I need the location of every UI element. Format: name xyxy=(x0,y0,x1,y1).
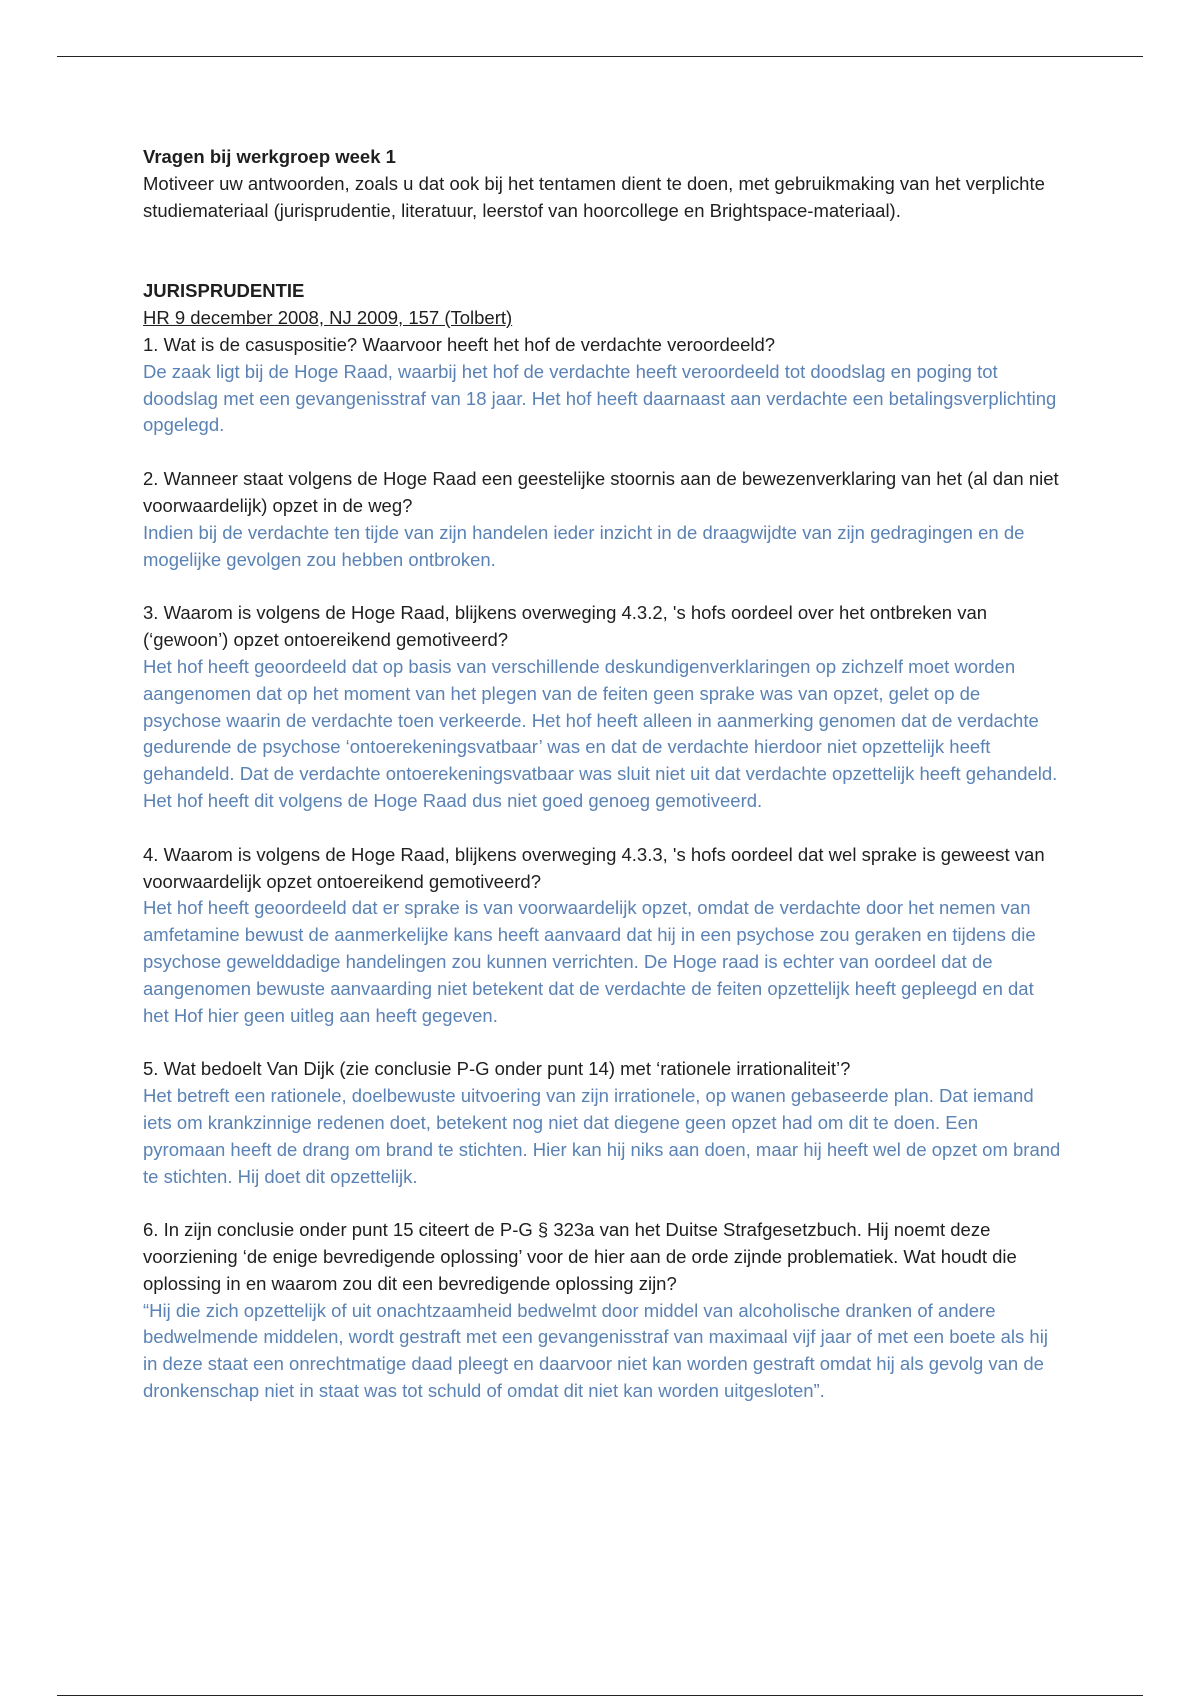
instructions: Motiveer uw antwoorden, zoals u dat ook bij het tentamen dient te doen, met gebruikmaking van het verplichte studiemateriaal (jurisprudentie, literatuur, leerstof van hoorcollege en Brightspace-materiaal). xyxy=(143,172,1045,221)
spacer xyxy=(143,224,1063,278)
section-heading: JURISPRUDENTIE xyxy=(143,280,305,302)
footer-rule xyxy=(57,1695,1143,1696)
spacer xyxy=(143,815,1063,842)
answer-text: Het hof heeft geoordeeld dat er sprake is van voorwaardelijk opzet, omdat de verdachte door het nemen van amfetamine bewust de aanmerkelijke kans heeft aanvaard dat hij in een psychose zou geraken en tijdens die psychose gewelddadige handelingen zou kunnen verrichten. De Hoge raad is echter van oordeel dat de aangenomen bewuste aanvaarding niet betekent dat de verdachte de feiten opzettelijk heeft gepleegd en dat het Hof hier geen uitleg aan heeft gegeven. xyxy=(143,897,1036,1026)
question-block xyxy=(143,1056,1063,1190)
question-block xyxy=(143,332,1063,439)
answer-text: Indien bij de verdachte ten tijde van zijn handelen ieder inzicht in de draagwijdte van zijn gedragingen en de mogelijke gevolgen zou hebben ontbroken. xyxy=(143,521,1025,570)
document-title: Vragen bij werkgroep week 1 xyxy=(143,146,396,167)
case-reference: HR 9 december 2008, NJ 2009, 157 (Tolbert) xyxy=(143,307,513,329)
answer-text: Het betreft een rationele, doelbewuste uitvoering van zijn irrationele, op wanen gebaseerde plan. Dat iemand iets om krankzinnige redenen doet, betekent nog niet dat diegene geen opzet had om dit te doen. Een pyromaan heeft de drang om brand te stichten. Hier kan hij niks aan doen, maar hij heeft wel de opzet om brand te stichten. Hij doet dit opzettelijk. xyxy=(143,1085,1061,1187)
answer-text: Het hof heeft geoordeeld dat op basis van verschillende deskundigenverklaringen op zichzelf moet worden aangenomen dat op het moment van het plegen van de feiten geen sprake was van opzet, gelet op de psychose waarin de verdachte toen verkeerde. Het hof heeft alleen in aanmerking genomen dat de verdachte gedurende de psychose ‘ontoerekeningsvatbaar’ was en dat de verdachte hierdoor niet opzettelijk heeft gehandeld. Dat de verdachte ontoerekeningsvatbaar was sluit niet uit dat verdachte opzettelijk heeft gehandeld. Het hof heeft dit volgens de Hoge Raad dus niet goed genoeg gemotiveerd. xyxy=(143,655,1058,811)
question-text: 1. Wat is de casuspositie? Waarvoor heeft het hof de verdachte veroordeeld? xyxy=(143,333,776,355)
spacer xyxy=(143,573,1063,600)
header-rule xyxy=(57,56,1143,57)
question-text: 4. Waarom is volgens de Hoge Raad, blijkens overweging 4.3.3, 's hofs oordeel dat wel sprake is geweest van voorwaardelijk opzet ontoereikend gemotiveerd? xyxy=(143,843,1045,892)
question-text: 3. Waarom is volgens de Hoge Raad, blijkens overweging 4.3.2, 's hofs oordeel over het ontbreken van (‘gewoon’) opzet ontoereikend gemotiveerd? xyxy=(143,602,988,651)
question-block xyxy=(143,466,1063,573)
question-text: 6. In zijn conclusie onder punt 15 citeert de P-G § 323a van het Duitse Strafgesetzbuch. Hij noemt deze voorziening ‘de enige bevredigende oplossing’ voor de hier aan de orde zijnde problematiek. Wat houdt die oplossing in en waarom zou dit een bevredigende oplossing zijn? xyxy=(143,1219,1017,1294)
answer-text: “Hij die zich opzettelijk of uit onachtzaamheid bedwelmt door middel van alcoholische dranken of andere bedwelmende middelen, wordt gestraft met een gevangenisstraf van maximaal vijf jaar of met een boete als hij in deze staat een onrechtmatige daad pleegt en daarvoor niet kan worden gestraft omdat hij als gevolg van de dronkenschap niet in staat was tot schuld of omdat dit niet kan worden uitgesloten”. xyxy=(143,1299,1048,1402)
question-block xyxy=(143,1217,1063,1405)
spacer xyxy=(143,1029,1063,1056)
question-block xyxy=(143,600,1063,814)
answer-text: De zaak ligt bij de Hoge Raad, waarbij het hof de verdachte heeft veroordeeld tot doodslag en poging tot doodslag met een gevangenisstraf van 18 jaar. Het hof heeft daarnaast aan verdachte een betalingsverplichting opgelegd. xyxy=(143,360,1057,436)
spacer xyxy=(143,439,1063,466)
question-text: 5. Wat bedoelt Van Dijk (zie conclusie P-G onder punt 14) met ‘rationele irrationaliteit’? xyxy=(143,1058,851,1080)
spacer xyxy=(143,1190,1063,1217)
question-block xyxy=(143,842,1063,1030)
document-body xyxy=(143,144,1063,1405)
question-text: 2. Wanneer staat volgens de Hoge Raad een geestelijke stoornis aan de bewezenverklaring van het (al dan niet voorwaardelijk) opzet in de weg? xyxy=(143,468,1059,516)
